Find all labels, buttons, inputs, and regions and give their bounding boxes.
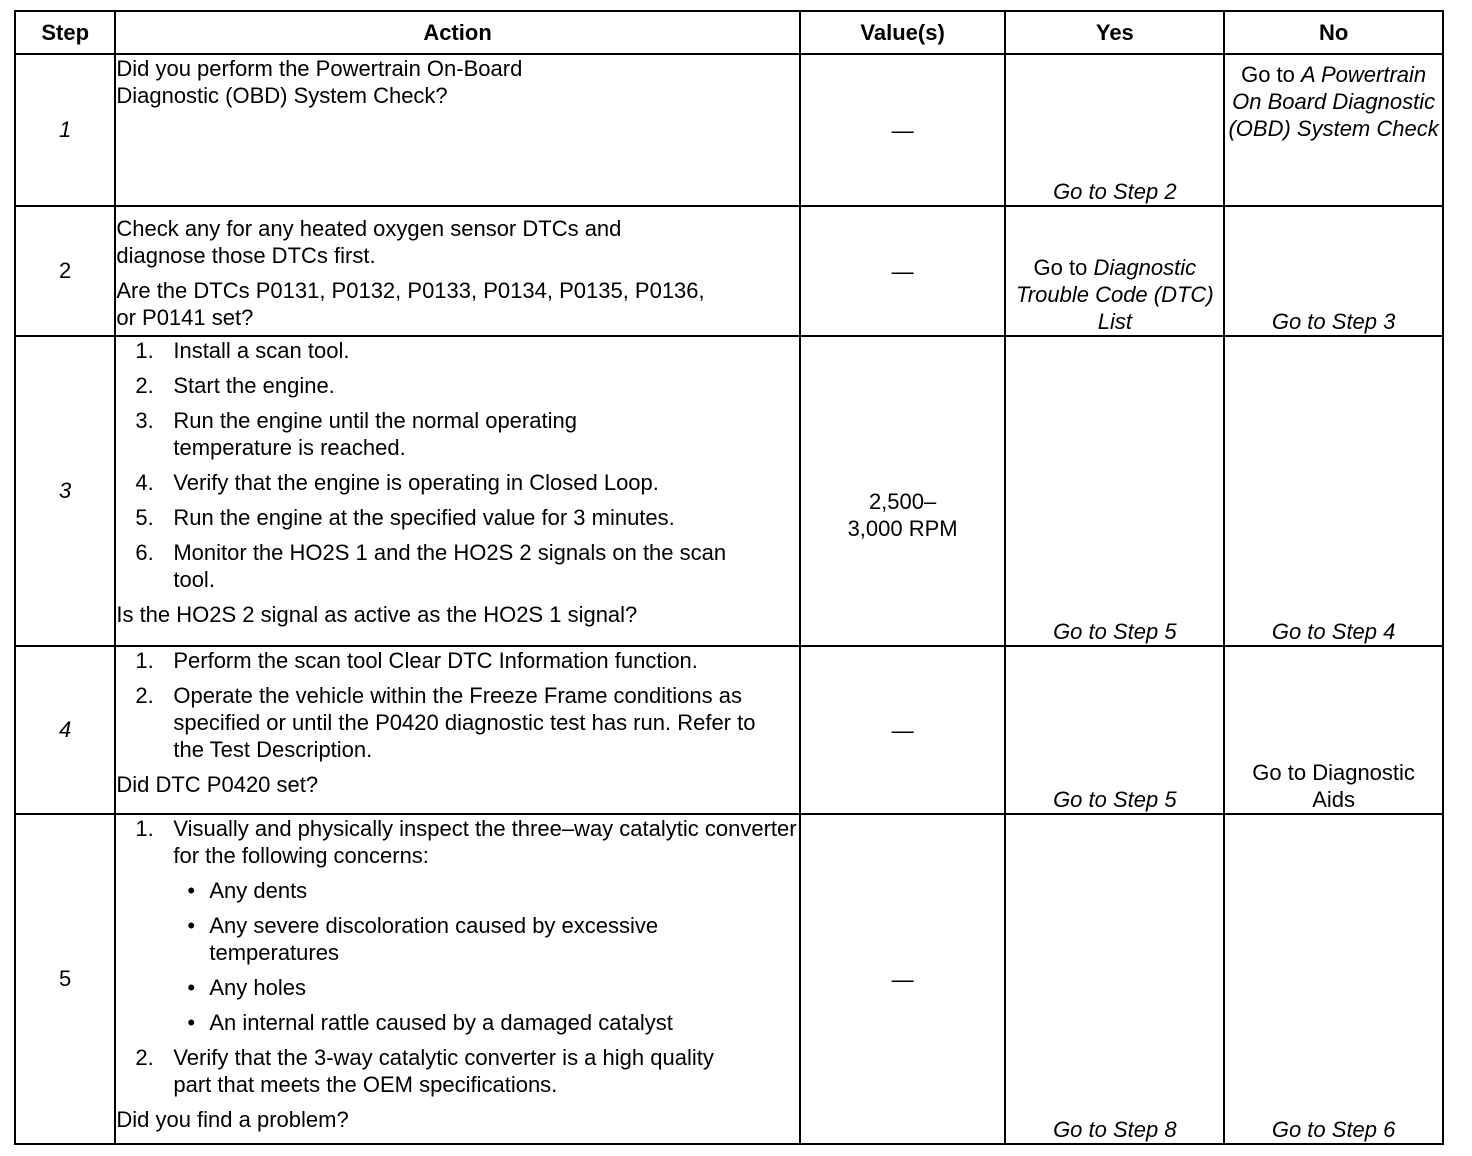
value-text: 2,500– 3,000 RPM — [847, 489, 958, 541]
no-link[interactable]: A Powertrain On Board Diagnostic (OBD) System Check — [1228, 62, 1439, 141]
no-link[interactable]: Go to Step 6 — [1271, 1117, 1396, 1142]
value-text: — — [891, 717, 914, 743]
value-cell — [800, 814, 1006, 1144]
yes-cell — [1005, 646, 1224, 814]
step-text: Perform the scan tool Clear DTC Information function. — [173, 648, 698, 673]
bullet-icon: • — [187, 1010, 196, 1035]
step-text: Run the engine at the specified value for 3 minutes. — [173, 505, 675, 530]
step-number: 1 — [15, 54, 115, 206]
concern-text: An internal rattle caused by a damaged catalyst — [209, 1010, 673, 1035]
no-cell — [1224, 54, 1443, 206]
header-step: Step — [15, 11, 115, 54]
step-text: Monitor the HO2S 1 and the HO2S 2 signals on the scan tool. — [173, 540, 727, 592]
table-row — [15, 336, 1443, 646]
step-index: 6. — [135, 540, 154, 565]
action-question: Did you perform the Powertrain On-Board Diagnostic (OBD) System Check? — [116, 56, 523, 108]
procedure-step — [116, 815, 798, 1036]
concern-item — [173, 912, 729, 966]
step-text: Install a scan tool. — [173, 338, 350, 363]
step-index: 5. — [135, 505, 154, 530]
yes-cell — [1005, 336, 1224, 646]
procedure-step — [116, 469, 798, 496]
procedure-list — [116, 647, 798, 763]
step-number: 2 — [15, 206, 115, 336]
procedure-step — [116, 647, 798, 674]
procedure-step — [116, 407, 653, 461]
action-question: Did DTC P0420 set? — [116, 772, 319, 797]
step-index: 1. — [135, 648, 154, 673]
header-no: No — [1224, 11, 1443, 54]
procedure-step — [116, 337, 798, 364]
no-cell — [1224, 814, 1443, 1144]
action-cell — [115, 54, 799, 206]
no-link[interactable]: Go to Step 4 — [1271, 619, 1396, 644]
header-row — [15, 11, 1443, 54]
no-cell — [1224, 206, 1443, 336]
step-index: 4. — [135, 470, 154, 495]
step-index: 2. — [135, 373, 154, 398]
yes-link[interactable]: Go to Step 2 — [1053, 179, 1177, 204]
value-cell — [800, 206, 1006, 336]
concern-item — [173, 877, 798, 904]
step-number: 3 — [15, 336, 115, 646]
value-text: — — [891, 117, 914, 143]
header-values: Value(s) — [800, 11, 1006, 54]
bullet-icon: • — [187, 975, 196, 1000]
table-row — [15, 646, 1443, 814]
header-yes: Yes — [1005, 11, 1224, 54]
step-text: Start the engine. — [173, 373, 335, 398]
procedure-step — [116, 372, 798, 399]
step-text: Run the engine until the normal operating temperature is reached. — [173, 408, 577, 460]
step-number: 4 — [15, 646, 115, 814]
value-text: — — [891, 258, 914, 284]
no-link[interactable]: Go to Diagnostic Aids — [1252, 760, 1415, 812]
yes-link[interactable]: Go to Step 5 — [1053, 787, 1177, 812]
procedure-step — [116, 504, 798, 531]
table-row — [15, 54, 1443, 206]
diagnostic-table — [14, 10, 1444, 1145]
concern-text: Any severe discoloration caused by excessive temperatures — [209, 913, 659, 965]
action-question: Did you find a problem? — [116, 1107, 349, 1132]
no-cell — [1224, 336, 1443, 646]
action-question: Are the DTCs P0131, P0132, P0133, P0134, P0135, P0136, or P0141 set? — [116, 278, 705, 330]
action-cell — [115, 336, 799, 646]
yes-cell — [1005, 206, 1224, 336]
step-index: 1. — [135, 338, 154, 363]
no-link[interactable]: Go to Step 3 — [1271, 309, 1396, 334]
step-index: 1. — [135, 816, 154, 841]
yes-cell — [1005, 54, 1224, 206]
step-index: 2. — [135, 683, 154, 708]
yes-prefix: Go to — [1033, 255, 1088, 280]
value-cell — [800, 646, 1006, 814]
concern-text: Any holes — [209, 975, 306, 1000]
action-cell — [115, 206, 799, 336]
table-row — [15, 814, 1443, 1144]
procedure-step — [116, 1044, 753, 1098]
yes-link[interactable]: Diagnostic Trouble Code (DTC) List — [1016, 255, 1214, 334]
step-number: 5 — [15, 814, 115, 1144]
procedure-list — [116, 815, 798, 1098]
yes-cell — [1005, 814, 1224, 1144]
concern-item — [173, 1009, 798, 1036]
step-text: Visually and physically inspect the three–way catalytic converter for the following concerns: — [173, 816, 797, 868]
procedure-step — [116, 539, 773, 593]
concern-list — [173, 877, 798, 1036]
bullet-icon: • — [187, 878, 196, 903]
bullet-icon: • — [187, 913, 196, 938]
header-action: Action — [115, 11, 799, 54]
step-text: Verify that the 3-way catalytic converter is a high quality part that meets the OEM specifications. — [173, 1045, 714, 1097]
step-index: 2. — [135, 1045, 154, 1070]
step-text: Operate the vehicle within the Freeze Frame conditions as specified or until the P0420 diagnostic test has run. Refer to the Test Description. — [173, 683, 756, 762]
procedure-step — [116, 682, 773, 763]
step-text: Verify that the engine is operating in Closed Loop. — [173, 470, 659, 495]
value-cell — [800, 336, 1006, 646]
yes-link[interactable]: Go to Step 5 — [1053, 619, 1177, 644]
action-cell — [115, 814, 799, 1144]
value-cell — [800, 54, 1006, 206]
table-row — [15, 206, 1443, 336]
no-cell — [1224, 646, 1443, 814]
action-cell — [115, 646, 799, 814]
concern-text: Any dents — [209, 878, 308, 903]
value-text: — — [891, 966, 914, 992]
step-index: 3. — [135, 408, 154, 433]
action-intro: Check any for any heated oxygen sensor DTCs and diagnose those DTCs first. — [116, 216, 622, 268]
no-prefix: Go to — [1241, 62, 1295, 87]
action-question: Is the HO2S 2 signal as active as the HO2S 1 signal? — [116, 602, 638, 627]
yes-link[interactable]: Go to Step 8 — [1053, 1117, 1177, 1142]
procedure-list — [116, 337, 798, 593]
concern-item — [173, 974, 798, 1001]
